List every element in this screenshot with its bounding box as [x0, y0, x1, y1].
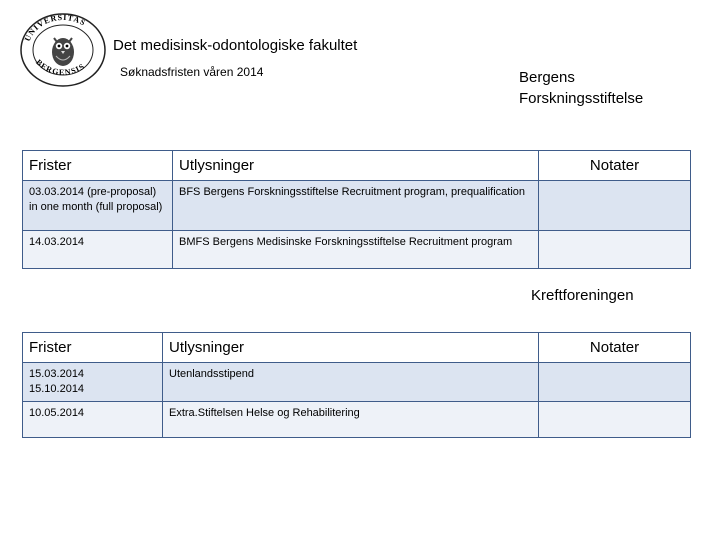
section2-table	[22, 332, 691, 438]
svg-text:BERGENSIS: BERGENSIS	[34, 57, 87, 77]
deadline-cell: 03.03.2014 (pre-proposal) in one month (full proposal)	[23, 181, 173, 231]
table-row	[23, 231, 691, 269]
notes-cell[interactable]	[539, 363, 691, 402]
application-deadline-subtitle: Søknadsfristen våren 2014	[120, 65, 264, 79]
column-header-deadlines: Frister	[23, 333, 163, 363]
column-header-notes: Notater	[539, 333, 691, 363]
deadline-line: 15.10.2014	[29, 383, 85, 395]
column-header-deadlines: Frister	[23, 151, 173, 181]
call-cell: BMFS Bergens Medisinske Forskningsstiftelse Recruitment program	[173, 231, 539, 269]
table-row	[23, 181, 691, 231]
column-header-notes: Notater	[539, 151, 691, 181]
faculty-title: Det medisinsk-odontologiske fakultet	[113, 37, 358, 54]
table-header-row	[23, 333, 691, 363]
call-cell: Utenlandsstipend	[163, 363, 539, 402]
section1-title	[519, 67, 643, 109]
section1-table	[22, 150, 691, 269]
deadline-line: 15.03.2014	[29, 368, 85, 380]
table-header-row	[23, 151, 691, 181]
deadline-cell	[23, 402, 163, 438]
call-cell: BFS Bergens Forskningsstiftelse Recruitment program, prequalification	[173, 181, 539, 231]
deadline-cell: 14.03.2014	[23, 231, 173, 269]
table-row	[23, 402, 691, 438]
table-row	[23, 363, 691, 402]
university-seal-logo	[18, 12, 108, 88]
notes-cell[interactable]	[539, 231, 691, 269]
notes-cell[interactable]	[539, 181, 691, 231]
section1-title-line2: Forskningsstiftelse	[519, 90, 644, 107]
svg-text:UNIVERSITAS: UNIVERSITAS	[22, 12, 88, 43]
deadline-line: 10.05.2014	[29, 407, 85, 419]
call-cell: Extra.Stiftelsen Helse og Rehabilitering	[163, 402, 539, 438]
column-header-calls: Utlysninger	[163, 333, 539, 363]
column-header-calls: Utlysninger	[173, 151, 539, 181]
section2-title: Kreftforeningen	[531, 287, 634, 304]
deadline-cell	[23, 363, 163, 402]
notes-cell[interactable]	[539, 402, 691, 438]
section1-title-line1: Bergens	[519, 69, 575, 86]
